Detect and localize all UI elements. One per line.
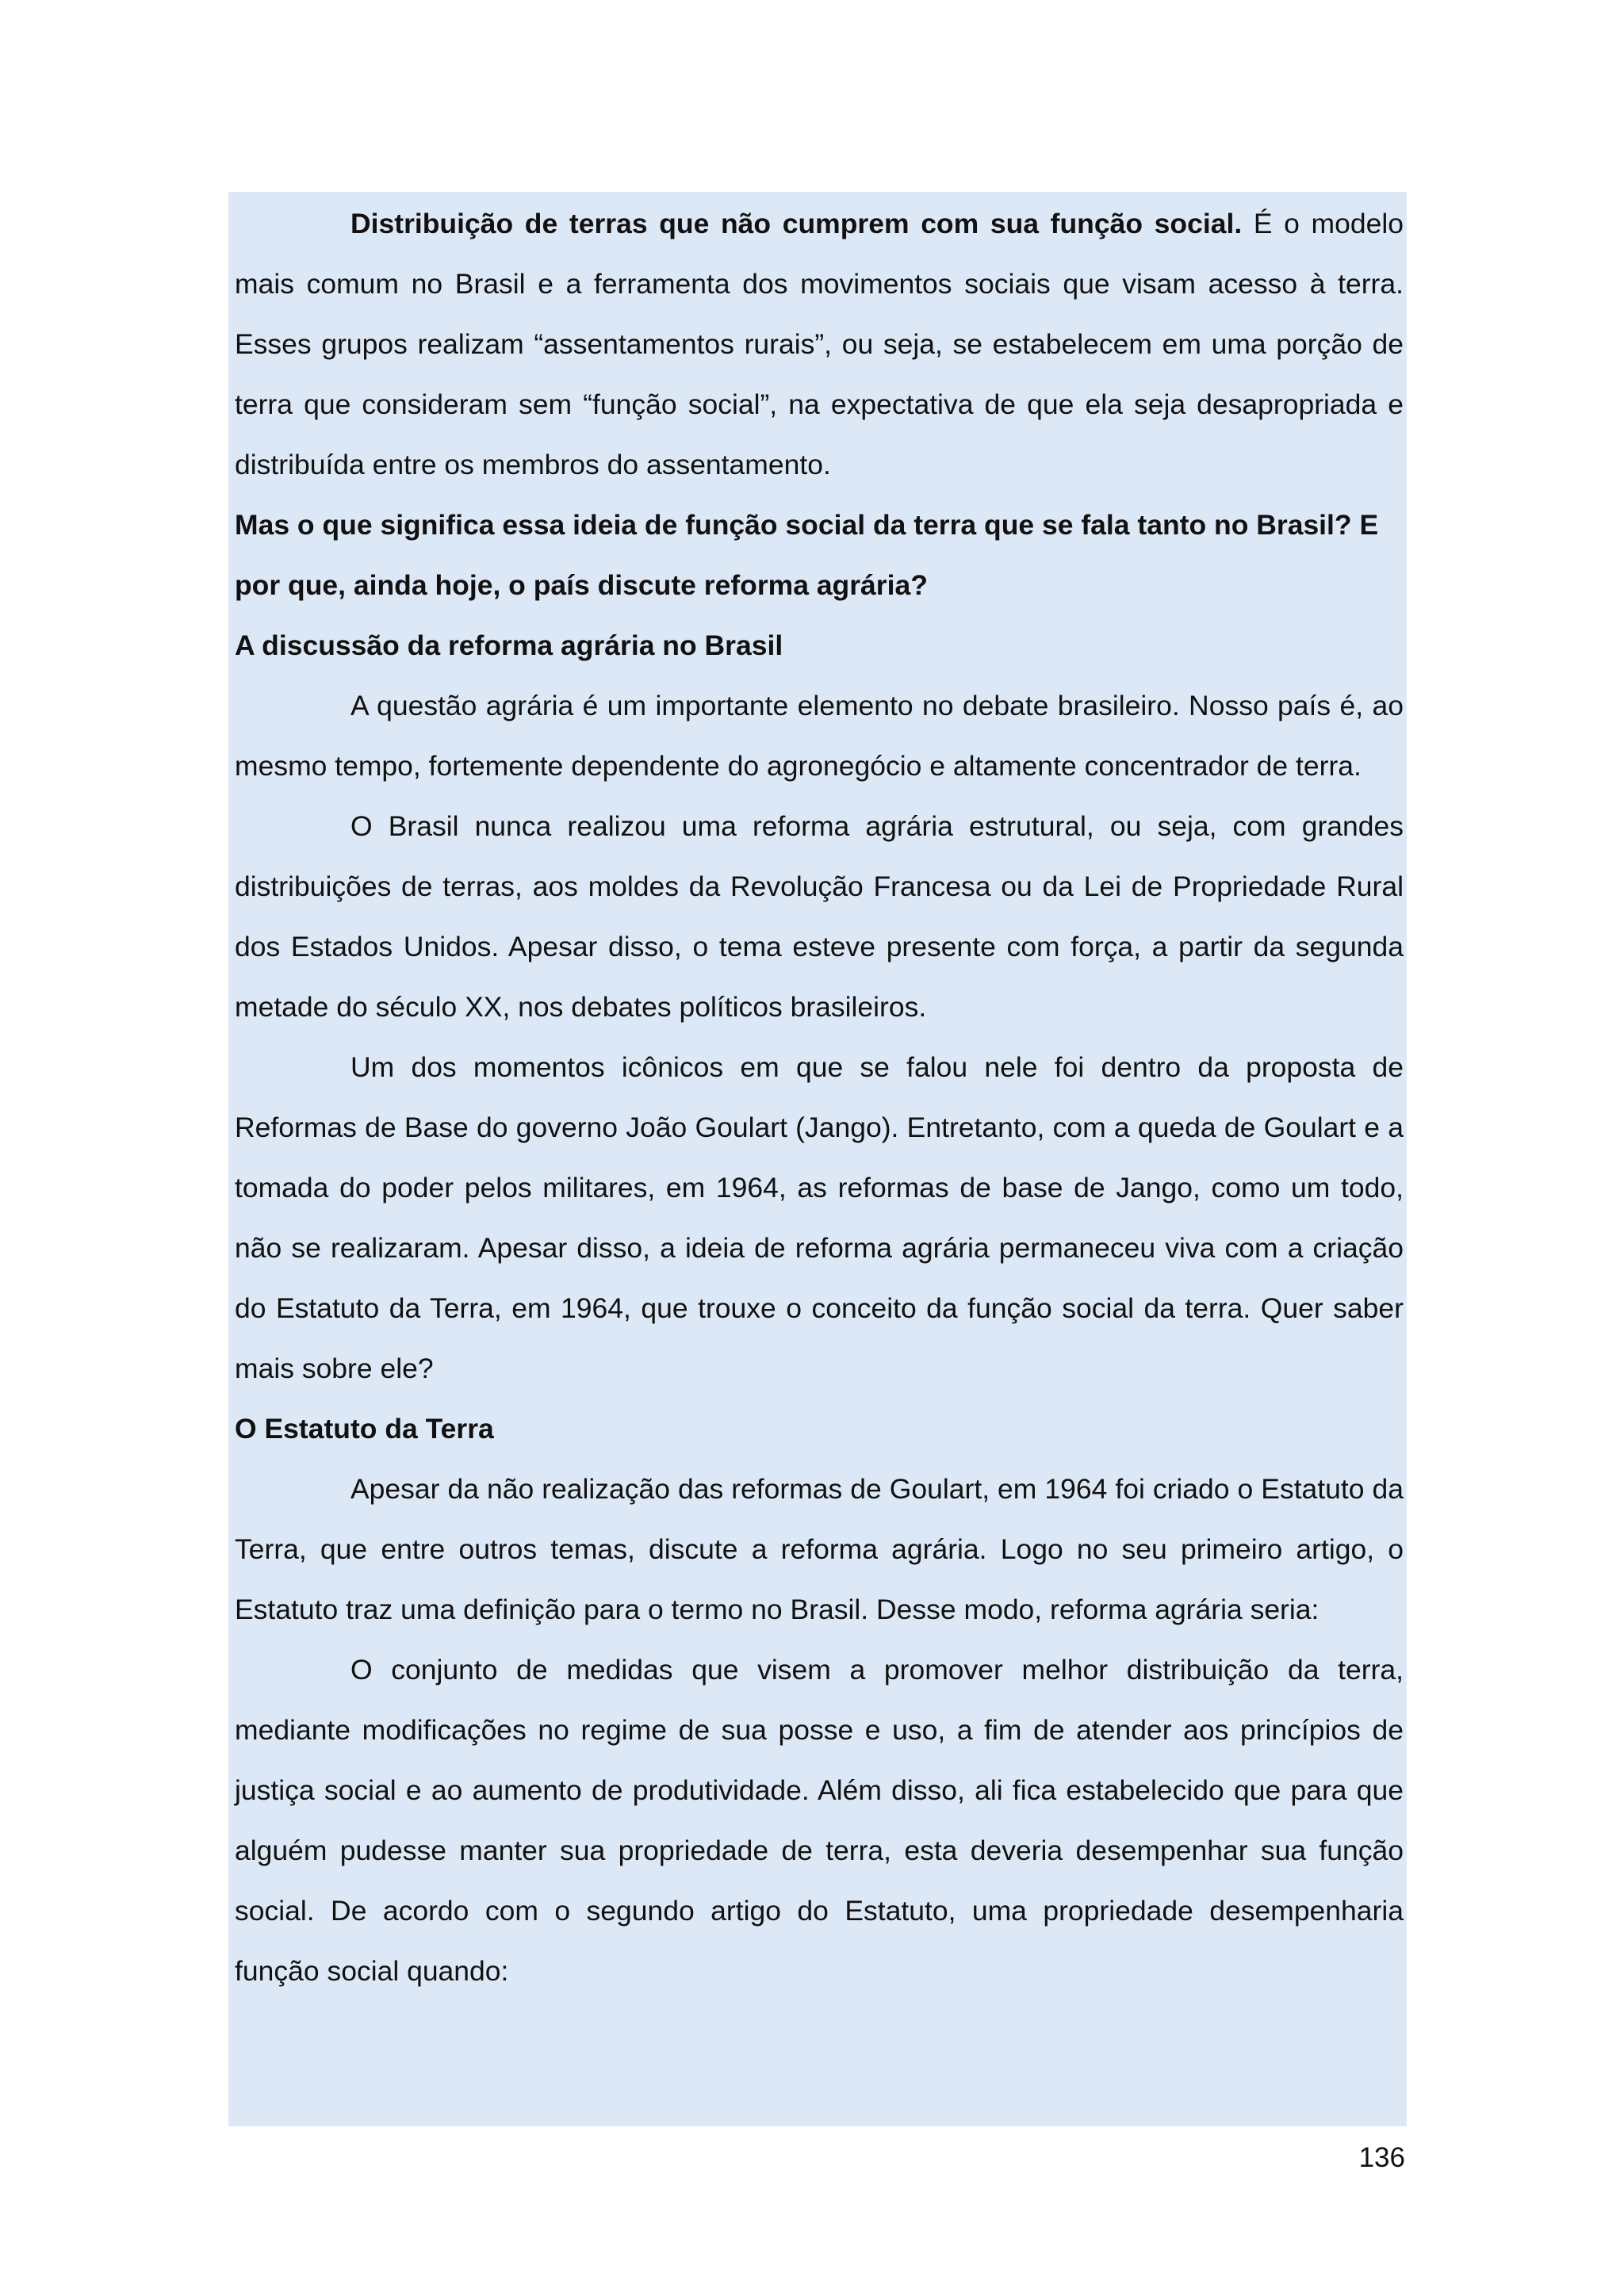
paragraph-momentos-iconicos: Um dos momentos icônicos em que se falou nele foi dentro da proposta de Reformas de Base do governo João Goulart (Jango). Entretanto, com a queda de Goulart e a tomada do poder pelos militares, em 1964, as reformas de base de Jango, como um todo, não se realizaram. Apesar disso, a ideia de reforma agrária permaneceu viva com a criação do Estatuto da Terra, em 1964, que trouxe o conceito da função social da terra. Quer saber mais sobre ele? (235, 1051, 1404, 1384)
section-heading-estatuto: O Estatuto da Terra (235, 1413, 494, 1445)
page-number: 136 (1358, 2142, 1405, 2173)
paragraph-distribuicao (235, 193, 1404, 495)
paragraph-estatuto-criacao: Apesar da não realização das reformas de Goulart, em 1964 foi criado o Estatuto da Terra, que entre outros temas, discute a reforma agrária. Logo no seu primeiro artigo, o Estatuto traz uma definição para o termo no Brasil. Desse modo, reforma agrária seria: (235, 1473, 1404, 1625)
paragraph-lead-bold: Distribuição de terras que não cumprem com sua função social. (350, 208, 1243, 239)
section-heading-discussao: A discussão da reforma agrária no Brasil (235, 629, 783, 661)
paragraph-brasil-nunca: O Brasil nunca realizou uma reforma agrária estrutural, ou seja, com grandes distribuições de terras, aos moldes da Revolução Francesa ou da Lei de Propriedade Rural dos Estados Unidos. Apesar disso, o tema esteve presente com força, a partir da segunda metade do século XX, nos debates políticos brasileiros. (235, 810, 1404, 1023)
paragraph-definicao-reforma: O conjunto de medidas que visem a promover melhor distribuição da terra, mediante modificações no regime de sua posse e uso, a fim de atender aos princípios de justiça social e ao aumento de produtividade. Além disso, ali fica estabelecido que para que alguém pudesse manter sua propriedade de terra, esta deveria desempenhar sua função social. De acordo com o segundo artigo do Estatuto, uma propriedade desempenharia função social quando: (235, 1654, 1404, 1987)
paragraph-questao-agraria: A questão agrária é um importante elemento no debate brasileiro. Nosso país é, ao mesmo tempo, fortemente dependente do agronegócio e altamente concentrador de terra. (235, 690, 1404, 782)
document-body (235, 193, 1404, 2001)
paragraph-text: É o modelo mais comum no Brasil e a ferramenta dos movimentos sociais que visam acesso à terra. Esses grupos realizam “assentamentos rurais”, ou seja, se estabelecem em uma porção de terra que consideram sem “função social”, na expectativa de que ela seja desapropriada e distribuída entre os membros do assentamento. (235, 208, 1404, 480)
question-heading: Mas o que significa essa ideia de função social da terra que se fala tanto no Brasil? E por que, ainda hoje, o país discute reforma agrária? (235, 509, 1379, 601)
